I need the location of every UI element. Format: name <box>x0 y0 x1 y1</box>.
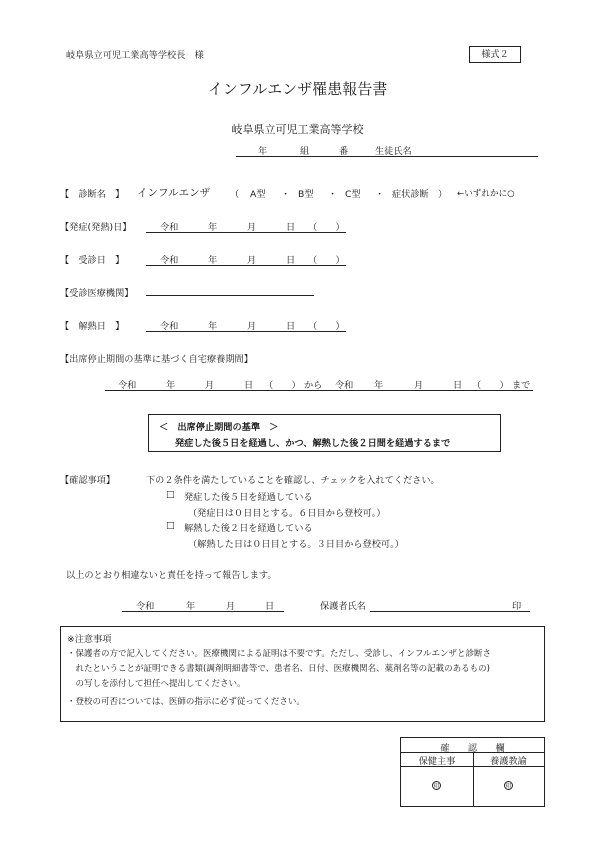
period-from-day: 日 <box>244 380 254 391</box>
institution-label: 【受診医療機関】 <box>60 288 134 299</box>
confirm-intro: 下の２条件を満たしていることを確認し、チェックを入れてください。 <box>146 475 440 486</box>
period-made: まで <box>512 380 531 391</box>
form-number-badge <box>469 46 521 63</box>
onset-date-label: 【発症(発熱)日】 <box>60 222 132 233</box>
signature-month: 月 <box>226 601 236 612</box>
form-number: 様式２ <box>481 49 509 60</box>
confirm-table-col2: 養護教諭 <box>490 756 527 767</box>
confirm-table <box>400 737 545 807</box>
institution-underline <box>146 295 314 296</box>
visit-day: 日 <box>286 255 296 266</box>
diagnosis-sep-2: ・ <box>328 189 338 200</box>
diagnosis-value: インフルエンザ <box>137 187 211 199</box>
guardian-seal: 印 <box>512 601 522 612</box>
diagnosis-sep-1: ・ <box>281 189 291 200</box>
confirm-table-header: 確 認 欄 <box>440 743 505 754</box>
criteria-box <box>148 414 501 452</box>
signature-era: 令和 <box>136 601 155 612</box>
addressee: 岐阜県立可児工業高等学校長 様 <box>66 50 204 61</box>
period-label: 【出席停止期間の基準に基づく自宅療養期間】 <box>60 354 253 365</box>
visit-year: 年 <box>208 255 218 266</box>
period-from-year: 年 <box>166 380 176 391</box>
period-from-era: 令和 <box>118 380 137 391</box>
confirm-label: 【確認事項】 <box>60 475 116 486</box>
notes-line-3: の写しを添付して担任へ提出してください。 <box>67 679 246 689</box>
confirm-item-1-text: 発症した後５日を経過している <box>184 492 313 503</box>
period-kara: から <box>304 380 323 391</box>
signature-date-underline <box>122 611 284 612</box>
recovery-weekday-paren: （ ） <box>308 321 345 332</box>
period-from-paren: （ ） <box>264 380 301 391</box>
visit-date-underline <box>146 265 346 266</box>
visit-month: 月 <box>247 255 257 266</box>
recovery-era: 令和 <box>160 321 179 332</box>
criteria-title: ＜ 出席停止期間の基準 ＞ <box>159 422 279 433</box>
diagnosis-type-a: A型 <box>250 189 266 200</box>
period-underline <box>105 390 533 391</box>
diagnosis-note: ←いずれかに○ <box>457 189 515 199</box>
recovery-year: 年 <box>208 321 218 332</box>
recovery-date-underline <box>146 331 346 332</box>
diagnosis-symptom: 症状診断 <box>392 189 429 200</box>
confirm-table-col1: 保健主事 <box>418 756 456 767</box>
confirm-checkbox-2[interactable]: □ <box>166 520 175 531</box>
diagnosis-label: 【 診断名 】 <box>60 189 125 200</box>
period-to-paren: （ ） <box>472 380 509 391</box>
notes-heading: ※注意事項 <box>67 634 112 645</box>
guardian-name-label: 保護者氏名 <box>320 601 366 612</box>
period-to-month: 月 <box>414 380 424 391</box>
confirm-table-vdivider <box>473 752 474 806</box>
recovery-day: 日 <box>286 321 296 332</box>
recovery-date-label: 【 解熱日 】 <box>60 321 125 332</box>
onset-era: 令和 <box>160 222 179 233</box>
school-nurse-stamp: 印 <box>505 783 512 790</box>
confirm-item-1-note: （発症日は０日目とする。６日目から登校可。） <box>188 508 386 519</box>
period-to-day: 日 <box>453 380 463 391</box>
notes-line-4: ・登校の可否については、医師の指示に必ず従ってください。 <box>67 697 305 707</box>
confirm-checkbox-1[interactable]: □ <box>166 489 175 500</box>
confirm-item-2-note: （解熱した日は０日目とする。３日目から登校可。） <box>188 539 404 550</box>
diagnosis-open-paren: （ <box>230 189 240 200</box>
criteria-body: 発症した後５日を経過し、かつ、解熱した後２日間を経過するまで <box>175 438 451 449</box>
school-name: 岐阜県立可児工業高等学校 <box>231 123 364 136</box>
confirm-item-2-text: 解熱した後２日を経過している <box>184 523 313 534</box>
page-title: インフルエンザ罹患報告書 <box>207 80 388 98</box>
student-name-label: 生徒氏名 <box>375 146 412 157</box>
signature-day: 日 <box>265 601 275 612</box>
visit-date-label: 【 受診日 】 <box>60 255 125 266</box>
notes-box <box>60 626 545 722</box>
diagnosis-close-paren: ） <box>438 189 448 200</box>
notes-line-1: ・保護者の方で記入してください。医療機関による証明は不要です。ただし、受診し、インフルエンザと診断さ <box>67 649 491 659</box>
onset-day: 日 <box>286 222 296 233</box>
visit-weekday-paren: （ ） <box>308 255 345 266</box>
health-director-stamp: 印 <box>433 783 440 790</box>
period-from-month: 月 <box>205 380 215 391</box>
signature-year: 年 <box>186 601 196 612</box>
recovery-month: 月 <box>247 321 257 332</box>
notes-line-2: れたということが証明できる書類(調剤明細書等で、患者名、日付、医療機関名、薬剤名等の記載のあるもの) <box>67 664 490 674</box>
student-class-label: 組 <box>300 146 310 157</box>
onset-year: 年 <box>208 222 218 233</box>
period-to-era: 令和 <box>335 380 354 391</box>
student-year-label: 年 <box>258 146 268 157</box>
student-number-label: 番 <box>339 146 349 157</box>
onset-month: 月 <box>247 222 257 233</box>
diagnosis-sep-3: ・ <box>375 189 385 200</box>
declaration: 以上のとおり相違ないと責任を持って報告します。 <box>66 570 277 581</box>
visit-era: 令和 <box>160 255 179 266</box>
onset-date-underline <box>146 232 346 233</box>
guardian-name-underline <box>370 611 530 612</box>
student-line-underline <box>236 156 538 157</box>
diagnosis-type-c: C型 <box>345 189 361 200</box>
period-to-year: 年 <box>374 380 384 391</box>
onset-weekday-paren: （ ） <box>308 222 345 233</box>
diagnosis-type-b: B型 <box>298 189 314 200</box>
